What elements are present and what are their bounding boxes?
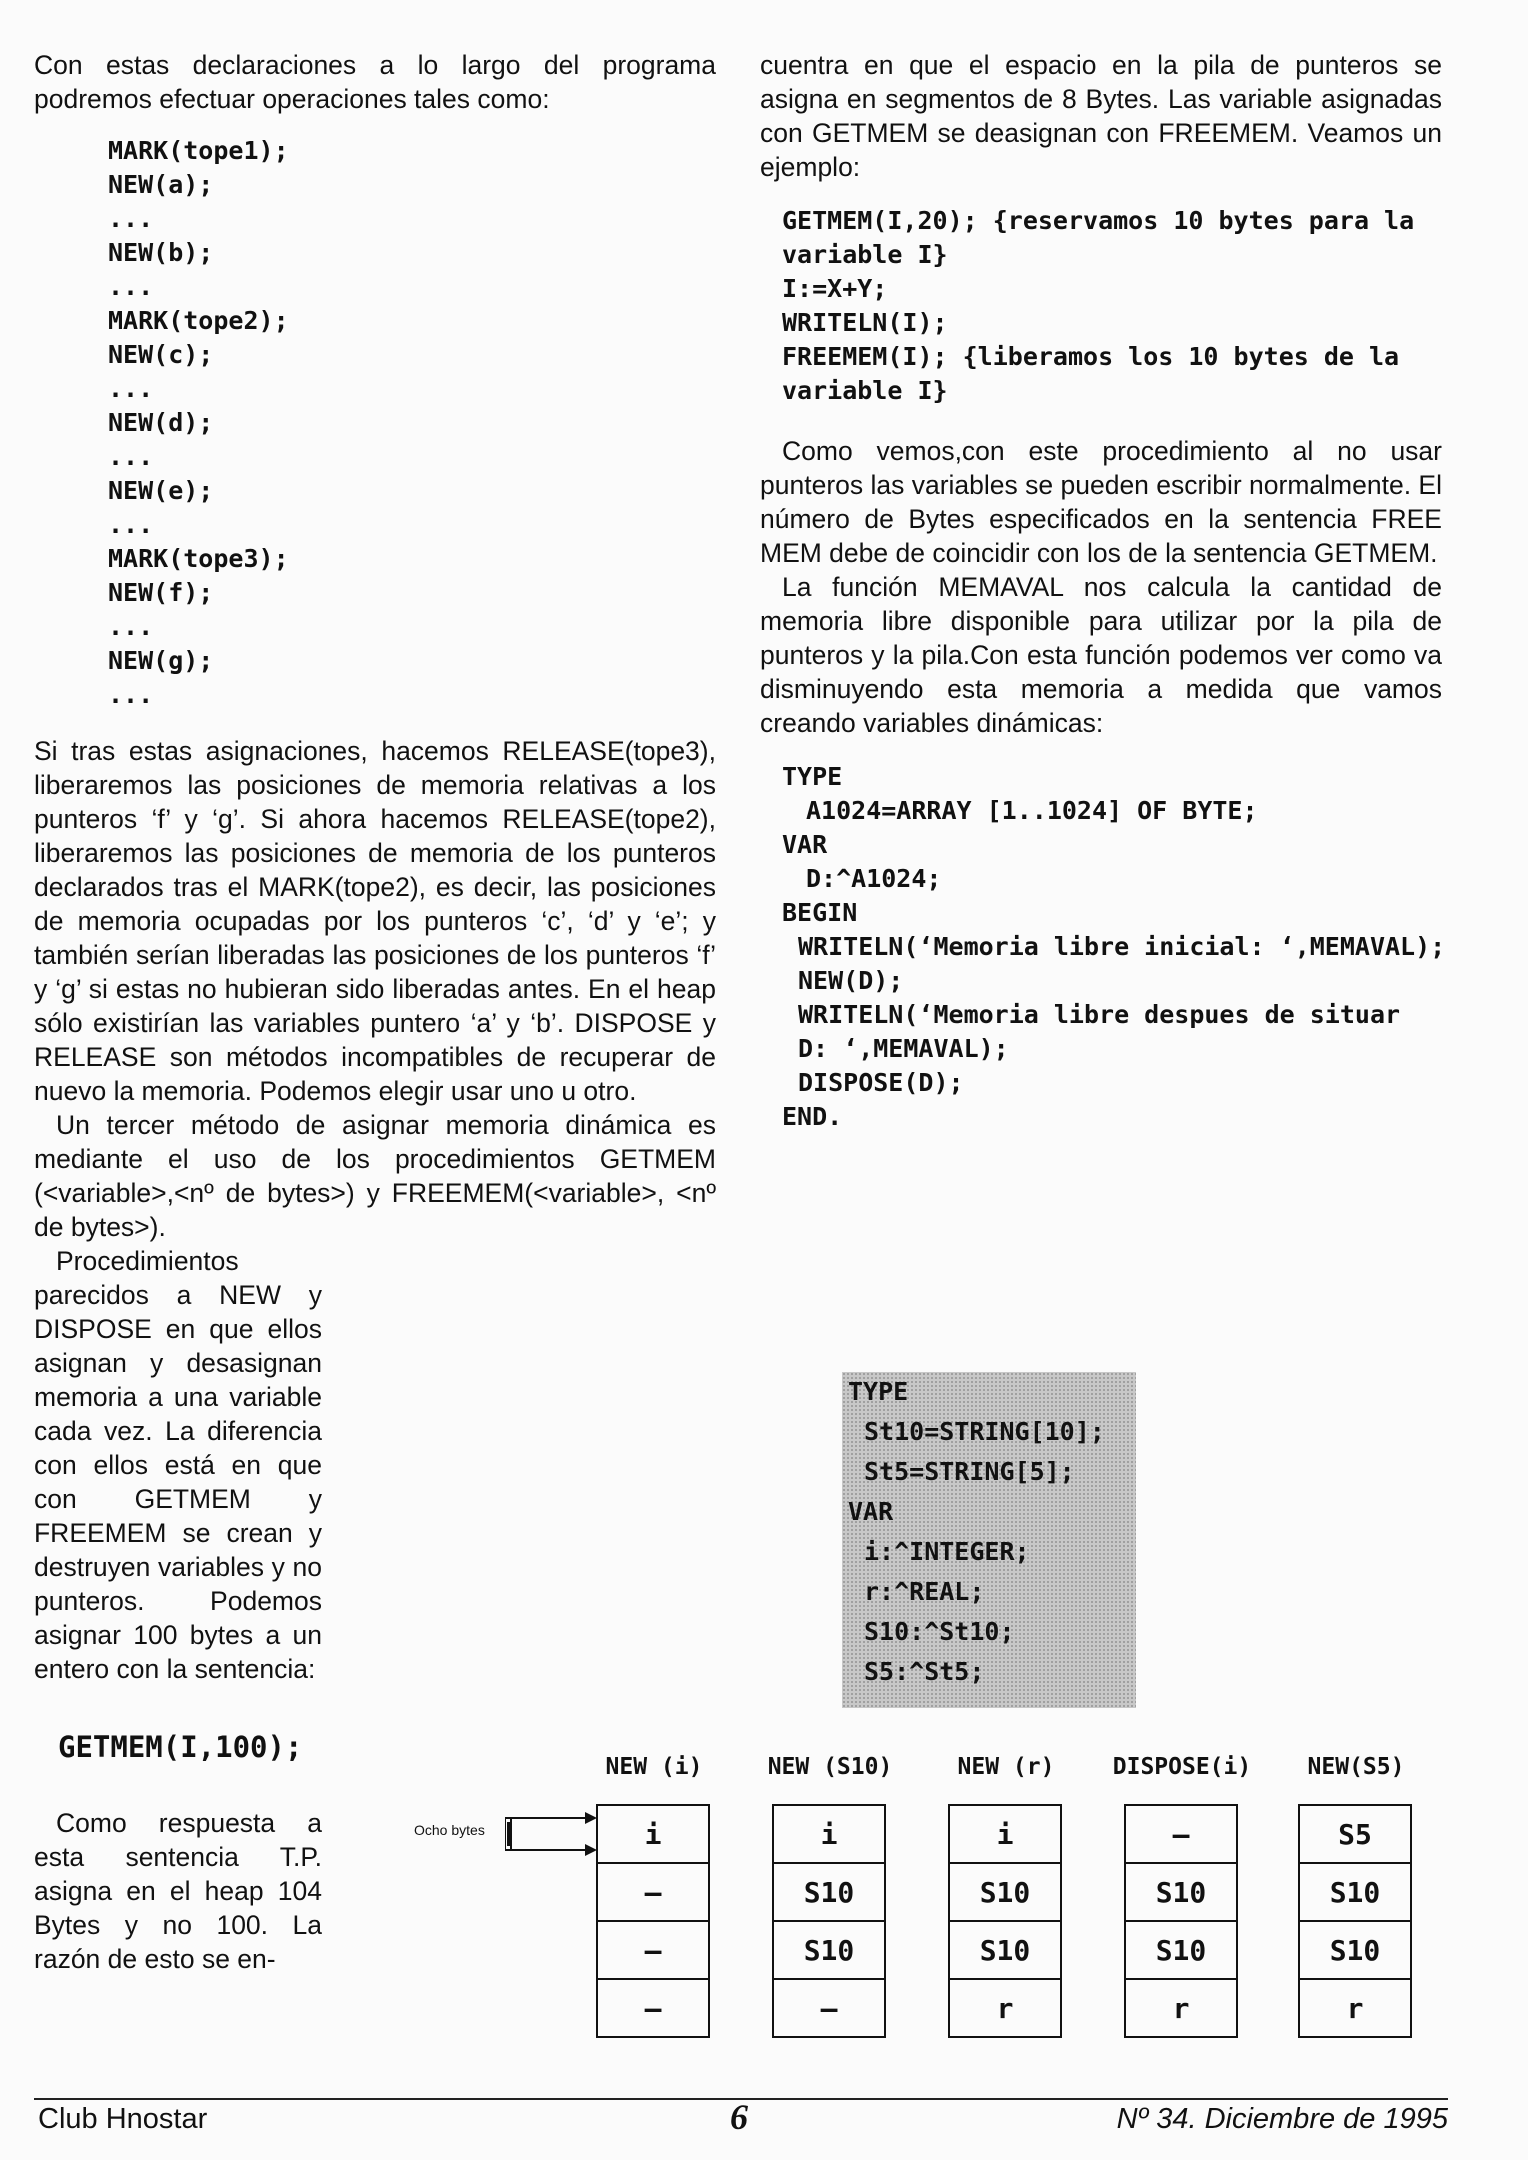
code-line: A1024=ARRAY [1..1024] OF BYTE; [806,796,1258,825]
ocho-bytes-arrows [505,1804,597,1864]
code-line: VAR [782,830,828,859]
memory-cell: – [772,1980,886,2038]
diagram-column-label: DISPOSE(i) [1112,1754,1252,1780]
diagram-column-label: NEW (S10) [767,1754,893,1780]
code-line: WRITELN(I); [782,308,948,337]
memory-stack [948,1804,1062,2038]
memory-cell: r [1298,1980,1412,2038]
code-line: ... [108,374,154,403]
memory-cell: S10 [948,1864,1062,1922]
memaval-example-code [760,760,1446,1134]
type-declaration-box [842,1372,1136,1708]
procedimientos-paragraph: Procedimientos parecidos a NEW y DISPOSE en que ellos asignan y desasignan memoria a una variable cada vez. La diferencia con ellos está en que con GETMEM y FREEMEM se crean y destruyen variables y no punteros. Podemos asignar 100 bytes a un entero con la sentencia: [34,1246,322,1684]
code-line: MARK(tope3); [108,544,289,573]
vemos-paragraph: Como vemos,con este procedimiento al no usar punteros las variables se pueden escribir normalmente. El número de Bytes especificados en la sentencia FREE MEM debe de coincidir con los de la sentencia GETMEM. [760,436,1442,568]
getmem-example-code [760,204,1442,408]
memory-cell: S10 [1124,1922,1238,1980]
intro-paragraph: Con estas declaraciones a lo largo del programa podremos efectuar operaciones tales como: [34,50,716,114]
memory-stack [596,1804,710,2038]
memory-cell: i [596,1804,710,1864]
memory-cell: S10 [948,1922,1062,1980]
memory-cell: – [596,1922,710,1980]
diagram-column-label: NEW(S5) [1307,1754,1405,1780]
code-line: St10=STRING[10]; [864,1417,1105,1446]
code-line: ... [108,510,154,539]
code-line: S10:^St10; [864,1617,1015,1646]
code-line: VAR [848,1497,894,1526]
code-line: D:^A1024; [806,864,942,893]
code-line: ... [108,612,154,641]
getmem-statement: GETMEM(I,100); [58,1730,303,1764]
memory-stack [1298,1804,1412,2038]
code-line: END. [782,1102,843,1131]
release-paragraph: Si tras estas asignaciones, hacemos RELEASE(tope3), liberaremos las posiciones de memoria relativas a los punteros ‘f’ y ‘g’. Si ahora hacemos RELEASE(tope2), liberaremos las posiciones de memoria de los punteros declarados tras el MARK(tope2), es decir, las posiciones de memoria ocupadas por los punteros ‘c’, ‘d’ y ‘e’; y también serían liberadas las posiciones de los punteros ‘f’ y ‘g’ si estas no hubieran sido liberadas antes. En el heap sólo existirían las variables puntero ‘a’ y ‘b’. DISPOSE y RELEASE son métodos incompatibles de recuperar de nuevo la memoria. Podemos elegir usar uno u otro. [34,736,716,1106]
ocho-bytes-label: Ocho bytes [414,1822,485,1838]
code-line: S5:^St5; [864,1657,985,1686]
code-line: ... [108,442,154,471]
code-line: NEW(d); [108,408,214,437]
memory-cell: S10 [772,1922,886,1980]
memory-cell: S10 [1298,1864,1412,1922]
memory-cell: S10 [772,1864,886,1922]
code-line: TYPE [782,762,843,791]
code-line: MARK(tope1); [108,136,289,165]
left-column [34,48,716,1976]
memory-cell: i [948,1804,1062,1864]
code-line: NEW(a); [108,170,214,199]
code-line: r:^REAL; [864,1577,985,1606]
memory-cell: – [596,1980,710,2038]
memory-cell: i [772,1804,886,1864]
memory-cell: – [596,1864,710,1922]
footer-issue: Nº 34. Diciembre de 1995 [1116,2103,1448,2135]
page-number: 6 [730,2097,748,2137]
diagram-column-label: NEW (i) [605,1754,703,1780]
code-line: FREEMEM(I); {liberamos los 10 bytes de la variable I} [782,342,1400,405]
code-line: NEW(f); [108,578,214,607]
footer-publication: Club Hnostar [38,2103,208,2135]
code-line: GETMEM(I,20); {reservamos 10 bytes para la variable I} [782,206,1415,269]
mark-code-block [108,134,716,712]
code-line: ... [108,272,154,301]
memory-cell: S5 [1298,1804,1412,1864]
memory-cell: S10 [1298,1922,1412,1980]
code-line: NEW(g); [108,646,214,675]
memory-cell: r [948,1980,1062,2038]
diagram-column-label: NEW (r) [957,1754,1055,1780]
code-line: DISPOSE(D); [798,1068,964,1097]
code-line: ... [108,680,154,709]
code-line: NEW(b); [108,238,214,267]
memory-stack [1124,1804,1238,2038]
code-line: St5=STRING[5]; [864,1457,1075,1486]
continuation-paragraph: cuentra en que el espacio en la pila de punteros se asigna en segmentos de 8 Bytes. Las variable asignadas con GETMEM se deasignan con FREEMEM. Veamos un ejemplo: [760,50,1442,182]
memory-stack [772,1804,886,2038]
code-line: ... [108,204,154,233]
code-line: MARK(tope2); [108,306,289,335]
memory-cell: S10 [1124,1864,1238,1922]
memory-cell: – [1124,1804,1238,1864]
code-line: WRITELN(‘Memoria libre inicial: ‘,MEMAVAL); [798,932,1446,961]
code-line: TYPE [848,1377,909,1406]
code-line: NEW(e); [108,476,214,505]
code-line: NEW(c); [108,340,214,369]
respuesta-paragraph: Como respuesta a esta sentencia T.P. asigna en el heap 104 Bytes y no 100. La razón de esto se en- [34,1808,322,1974]
memory-cell: r [1124,1980,1238,2038]
code-line: BEGIN [782,898,858,927]
memaval-paragraph: La función MEMAVAL nos calcula la cantidad de memoria libre disponible para utilizar por la pila de punteros y la pila.Con esta función podemos ver como va disminuyendo esta memoria a medida que vamos creando variables dinámicas: [760,572,1442,738]
code-line: i:^INTEGER; [864,1537,1030,1566]
code-line: NEW(D); [798,966,904,995]
code-line: I:=X+Y; [782,274,888,303]
getmem-paragraph: Un tercer método de asignar memoria dinámica es mediante el uso de los procedimientos GETMEM (<variable>,<nº de bytes>) y FREEMEM(<variable>, <nº de bytes>). [34,1110,716,1242]
code-line: WRITELN(‘Memoria libre despues de situar D: ‘,MEMAVAL); [798,1000,1401,1063]
right-column [760,48,1446,1160]
